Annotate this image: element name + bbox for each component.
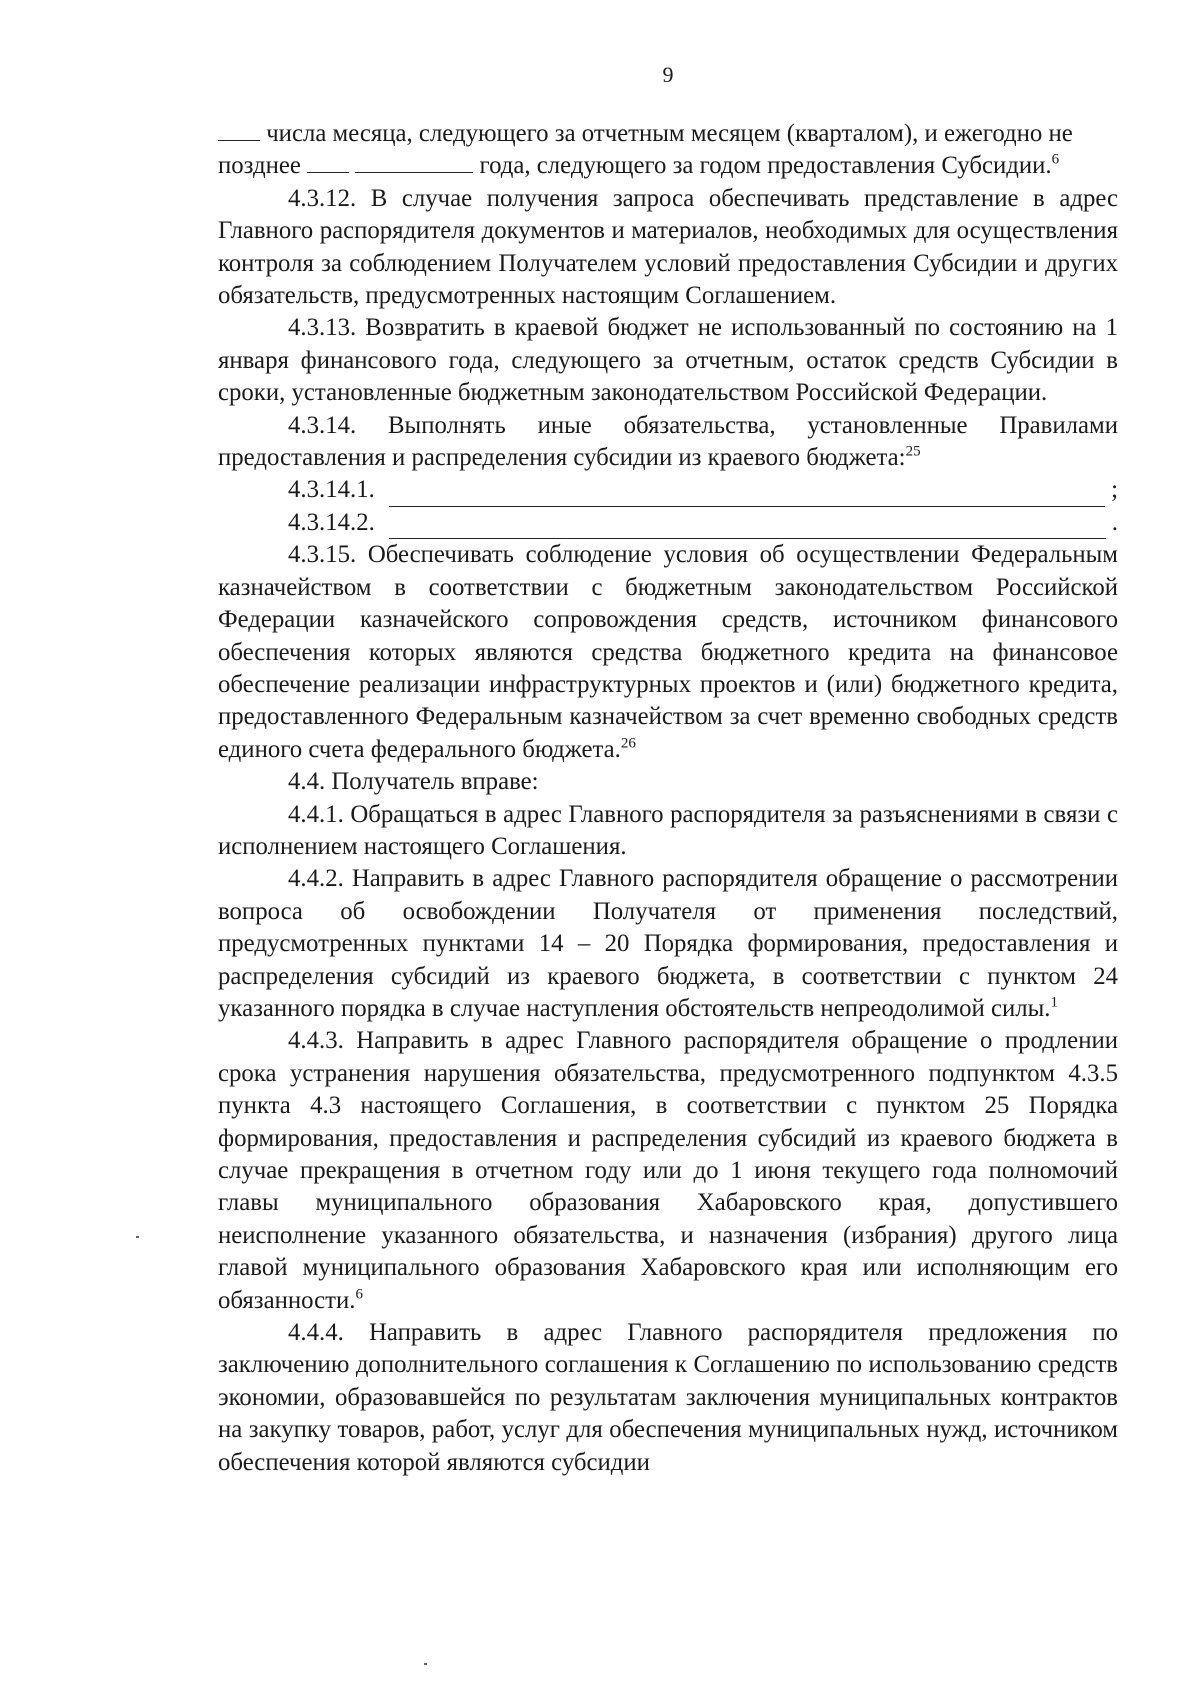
footnote-ref: 26 (620, 735, 636, 752)
paragraph-tail-text: года, следующего за годом предоставления Субсидии. (479, 152, 1052, 180)
paragraph-text: 4.4.3. Направить в адрес Главного распорядителя обращение о продлении срока устранения нарушения обязательства, предусмотренного подпунктом 4.3.5 пункта 4.3 настоящего Соглашения, в соответствии с пунктом 25 Порядка формирования, предоставления и распределения субсидий из краевого бюджета в случае прекращения в отчетном году или до 1 июня текущего года полномочий главы муниципального образования Хабаровского края, допустившего неисполнение указанного обязательства, и назначения (избрания) другого лица главой муниципального образования Хабаровского края или исполняющим его обязанности. (218, 1027, 1118, 1314)
footnote-ref: 6 (1051, 152, 1060, 169)
paragraph-4-3-12 (218, 183, 1118, 313)
paragraph-4-3-14 (218, 410, 1118, 475)
paragraph-text: 4.4.4. Направить в адрес Главного распорядителя предложения по заключению дополнительного соглашения к Соглашению по использованию средств экономии, образовавшейся по результатам заключения муниципальных контрактов на закупку товаров, работ, услуг для обеспечения муниципальных нужд, источником обеспечения которой являются субсидии (218, 1319, 1118, 1476)
paragraph-4-4-1 (218, 799, 1118, 864)
blank-field[interactable] (389, 514, 1106, 539)
footnote-ref: 1 (1050, 994, 1058, 1011)
paragraph-text: 4.3.13. Возвратить в краевой бюджет не использованный по состоянию на 1 января финансового года, следующего за отчетным, остаток средств Субсидии в сроки, установленные бюджетным законодательством Российской Федерации. (218, 314, 1118, 407)
page-number: 9 (662, 62, 674, 87)
document-body (218, 118, 1118, 1479)
footnote-ref: 25 (905, 443, 921, 460)
blank-field[interactable] (355, 152, 473, 173)
paragraph-text: 4.3.14. Выполнять иные обязательства, установленные Правилами предоставления и распределения субсидии из краевого бюджета: (218, 411, 1118, 472)
paragraph-text: 4.4. Получатель вправе: (288, 768, 539, 796)
paragraph-text: 4.4.2. Направить в адрес Главного распорядителя обращение о рассмотрении вопроса об освобождении Получателя от применения последствий, предусмотренных пунктами 14 – 20 Порядка формирования, предоставления и распределения субсидий из краевого бюджета, в соответствии с пунктом 24 указанного порядка в случае наступления обстоятельств непреодолимой силы. (218, 865, 1118, 1022)
item-end-mark: . (1111, 508, 1118, 536)
paragraph-continuation (218, 118, 1118, 183)
paragraph-4-3-13 (218, 312, 1118, 409)
paragraph-text: 4.4.1. Обращаться в адрес Главного распорядителя за разъяснениями в связи с исполнением настоящего Соглашения. (218, 800, 1118, 860)
paragraph-4-4-2 (218, 863, 1118, 1025)
blank-field[interactable] (389, 482, 1105, 507)
paragraph-4-4-3 (218, 1025, 1118, 1317)
scan-speck (136, 1236, 139, 1238)
paragraph-text: 4.3.15. Обеспечивать соблюдение условия об осуществлении Федеральным казначейством в соответствии с бюджетным законодательством Российской Федерации казначейского сопровождения средств, источником финансового обеспечения которых являются средства бюджетного кредита на финансовое обеспечение реализации инфраструктурных проектов и (или) бюджетного кредита, предоставленного Федеральным казначейством за счет временно свободных средств единого счета федерального бюджета. (218, 541, 1118, 763)
paragraph-4-3-15 (218, 539, 1118, 766)
item-label: 4.3.14.1. (288, 476, 375, 504)
paragraph-text: 4.3.12. В случае получения запроса обеспечивать представление в адрес Главного распорядителя документов и материалов, необходимых для осуществления контроля за соблюдением Получателем условий предоставления Субсидии и других обязательств, предусмотренных настоящим Соглашением. (218, 184, 1118, 310)
footnote-ref: 6 (355, 1286, 363, 1303)
paragraph-4-3-14-1 (218, 474, 1118, 506)
blank-field[interactable] (307, 152, 349, 173)
paragraph-4-3-14-2 (218, 507, 1118, 539)
paragraph-4-4 (218, 766, 1118, 798)
item-end-mark: ; (1111, 476, 1118, 504)
paragraph-lead-text: числа месяца, следующего за отчетным месяцем (кварталом), и ежегодно не позднее (218, 120, 1073, 180)
scan-speck (424, 1663, 427, 1665)
blank-field[interactable] (218, 120, 260, 141)
paragraph-4-4-4 (218, 1317, 1118, 1479)
item-label: 4.3.14.2. (288, 508, 375, 536)
